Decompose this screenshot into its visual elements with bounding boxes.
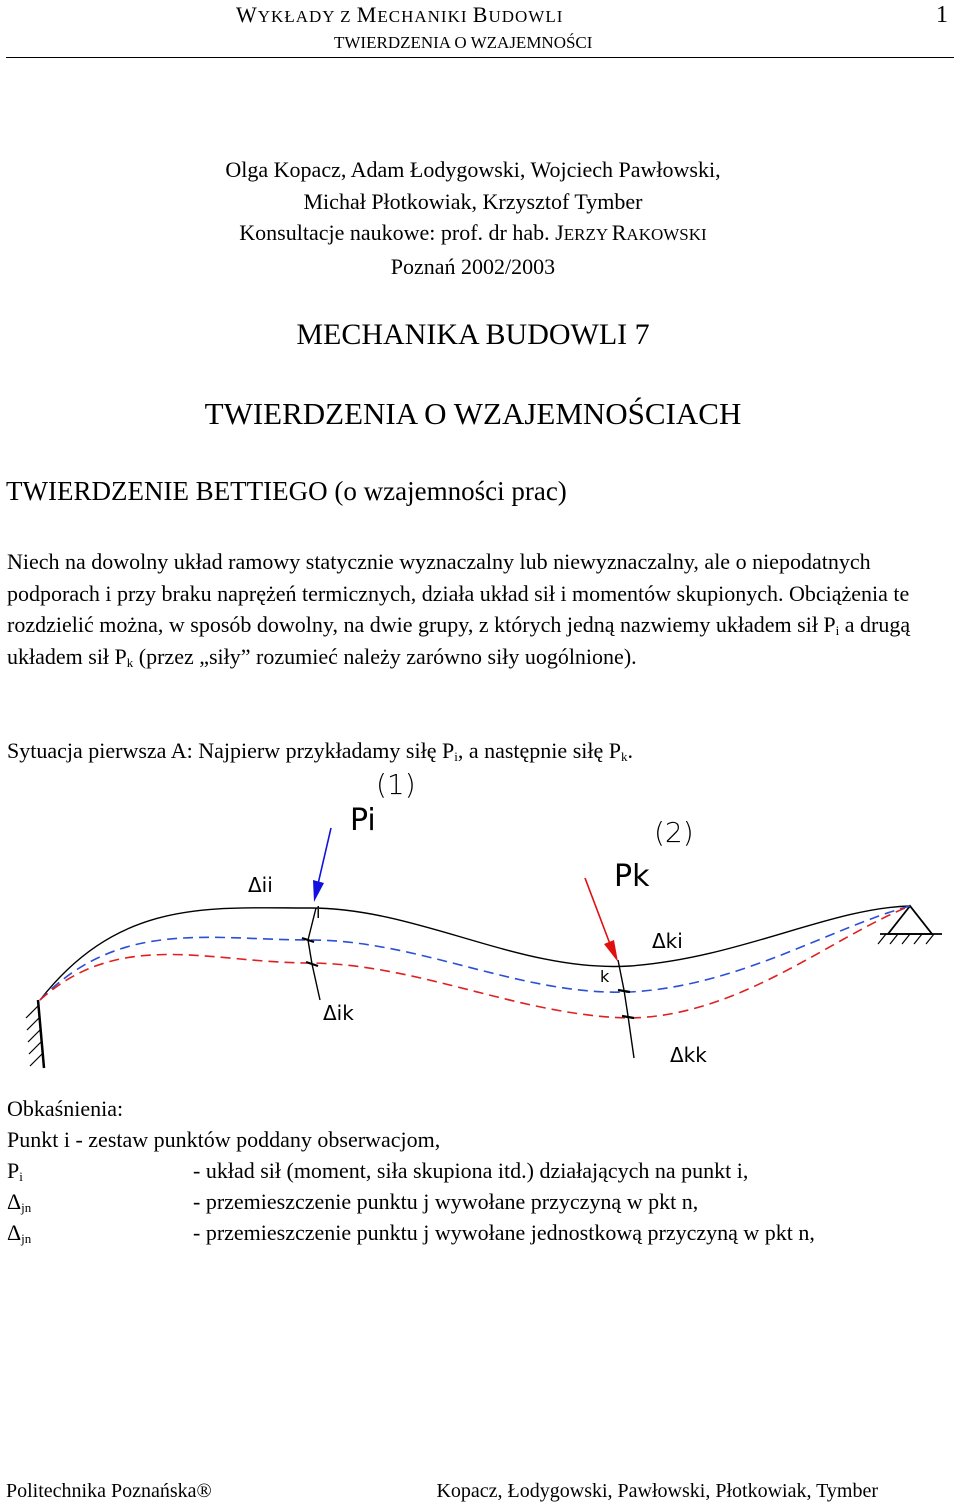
section-title: TWIERDZENIE BETTIEGO (o wzajemności prac) — [6, 476, 567, 506]
delta-ki-label: Δki — [652, 929, 683, 953]
topic-title: TWIERDZENIA O WZAJEMNOŚCIACH — [204, 396, 742, 431]
deflection-curve-1 — [40, 906, 910, 1000]
pin-support-right — [878, 906, 942, 944]
fixed-support-left — [26, 1000, 44, 1068]
legend-row-force: $P_i$ - układ sił (moment, siła skupiona itd.) działających na punkt i, — [7, 1158, 749, 1184]
course-title: MECHANIKA BUDOWLI 7 — [296, 318, 650, 351]
page-number: 1 — [936, 2, 948, 28]
footer-authors: Kopacz, Łodygowski, Pawłowski, Płotkowiak, Tymber — [436, 1480, 878, 1502]
state-1-label: (1) — [376, 768, 416, 801]
point-k-label: k — [600, 967, 610, 986]
running-header-subtitle: TWIERDZENIA O WZAJEMNOŚCI — [334, 33, 593, 52]
deformed-beam-base — [40, 906, 910, 1000]
force-pk-label: Pk — [614, 859, 650, 894]
place-date-line: Poznań 2002/2003 — [390, 253, 556, 279]
force-pi-label: Pi — [350, 803, 376, 838]
situation-paragraph: Sytuacja pierwsza A: Najpierw przykładamy siłę $P_i$, a następnie siłę $P_k$. — [7, 738, 633, 764]
betti-beam-diagram — [0, 768, 960, 1088]
author-block — [0, 154, 946, 282]
delta-kk-label: Δkk — [670, 1043, 707, 1067]
header-rule — [6, 57, 954, 58]
consultation-line: Konsultacje naukowe: prof. dr hab. JERZY RAKOWSKI — [239, 220, 707, 245]
legend-row-displacement: $\Delta_{jn}$ - przemieszczenie punktu j wywołane przyczyną w pkt n, — [7, 1189, 699, 1215]
point-i-label: i — [316, 903, 321, 922]
deflection-curve-2 — [40, 906, 910, 1018]
state-2-label: (2) — [654, 816, 694, 849]
delta-ik-label: Δik — [323, 1001, 354, 1025]
running-header-title: WYKŁADY Z MECHANIKI BUDOWLI — [236, 2, 564, 27]
delta-ii-label: Δii — [248, 873, 273, 897]
force-pi-arrow — [313, 828, 331, 902]
legend-row-unit-displacement: $\Delta_{jn}$ - przemieszczenie punktu j wywołane jednostkową przyczyną w pkt n, — [7, 1220, 815, 1246]
authors-line-1: Olga Kopacz, Adam Łodygowski, Wojciech Pawłowski, — [225, 157, 721, 182]
footer-institution: Politechnika Poznańska® — [6, 1480, 212, 1502]
legend-title: Obkaśnienia: — [7, 1096, 124, 1121]
authors-line-2: Michał Płotkowiak, Krzysztof Tymber — [303, 188, 643, 214]
legend-row-point: Punkt i - zestaw punktów poddany obserwacjom, — [7, 1127, 441, 1152]
displacement-path-k — [618, 960, 634, 1058]
intro-paragraph: Niech na dowolny układ ramowy statycznie wyznaczalny lub niewyznaczalny, ale o niepodatnych podporach i przy braku naprężeń termicznych, działa układ sił i momentów skupionych. Obciążenia te rozdzielić można, w sposób dowolny, na dwie grupy, z których jedną nazwiemy układem sił $P_i$ a drugą układem sił $P_k$ (przez „siły” rozumieć należy zarówno siły uogólnione). — [7, 549, 911, 670]
